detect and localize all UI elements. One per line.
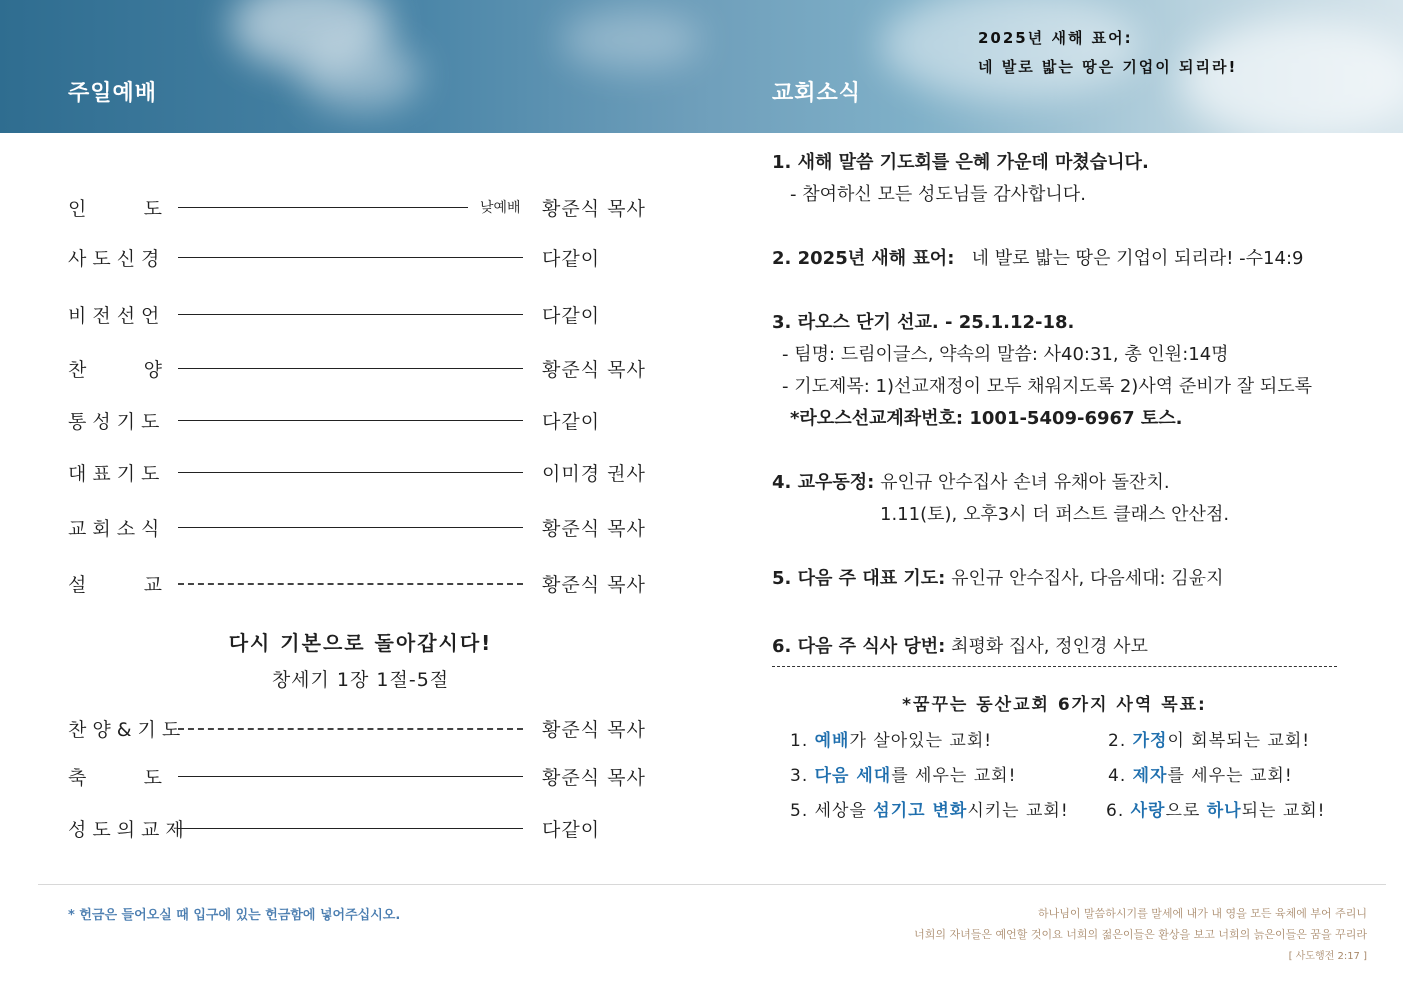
order-item-leader: 이미경 권사 bbox=[542, 463, 646, 485]
worship-order-row bbox=[68, 244, 653, 274]
order-item-label: 비전선언 bbox=[68, 305, 166, 327]
news-item-3-team: - 팀명: 드림이글스, 약속의 말씀: 사40:31, 총 인원:14명 bbox=[782, 344, 1229, 365]
offering-note: * 헌금은 들어오실 때 입구에 있는 헌금함에 넣어주십시오. bbox=[68, 908, 401, 923]
goal-2: 2. 가정이 회복되는 교회! bbox=[1108, 731, 1311, 751]
order-item-label: 대표기도 bbox=[68, 463, 166, 485]
order-item-subtitle: 낮예배 bbox=[480, 200, 521, 216]
order-item-label: 설 교 bbox=[68, 574, 162, 596]
order-item-leader: 다같이 bbox=[542, 248, 601, 270]
motto-line-2: 네 발로 밟는 땅은 기업이 되리라! bbox=[978, 58, 1238, 76]
verse-line-1: 하나님이 말씀하시기를 말세에 내가 내 영을 모든 육체에 부어 주리니 bbox=[1038, 907, 1367, 920]
worship-order-row bbox=[68, 459, 653, 489]
news-item-1-sub: - 참여하신 모든 성도님들 감사합니다. bbox=[790, 184, 1086, 205]
header-banner bbox=[0, 0, 1403, 133]
news-item-3-title: 3. 라오스 단기 선교. - 25.1.12-18. bbox=[772, 312, 1075, 333]
order-item-leader: 다같이 bbox=[542, 819, 601, 841]
news-item-1-title: 1. 새해 말씀 기도회를 은혜 가운데 마쳤습니다. bbox=[772, 152, 1149, 173]
order-item-label: 성도의교제 bbox=[68, 819, 190, 841]
worship-order-row bbox=[68, 194, 653, 224]
order-item-leader: 황준식 목사 bbox=[542, 574, 646, 596]
goal-5: 5. 세상을 섬기고 변화시키는 교회! bbox=[790, 801, 1069, 821]
order-item-label: 통성기도 bbox=[68, 411, 166, 433]
news-section-title: 교회소식 bbox=[772, 81, 862, 106]
worship-order-row bbox=[68, 570, 653, 600]
news-item-6: 6. 다음 주 식사 당번: 최평화 집사, 정인경 사모 bbox=[772, 636, 1148, 657]
news-item-3-prayer: - 기도제목: 1)선교재정이 모두 채워지도록 2)사역 준비가 잘 되도록 bbox=[782, 376, 1312, 397]
order-leader-line bbox=[178, 368, 523, 369]
order-item-leader: 다같이 bbox=[542, 305, 601, 327]
sermon-scripture: 창세기 1장 1절-5절 bbox=[271, 669, 450, 691]
worship-order-row bbox=[68, 763, 653, 793]
order-leader-line bbox=[178, 583, 523, 585]
verse-reference: [ 사도행전 2:17 ] bbox=[1288, 951, 1367, 962]
order-item-leader: 황준식 목사 bbox=[542, 719, 646, 741]
worship-order-row bbox=[68, 815, 653, 845]
order-item-leader: 황준식 목사 bbox=[542, 359, 646, 381]
sermon-title: 다시 기본으로 돌아갑시다! bbox=[228, 631, 493, 655]
goal-1: 1. 예배가 살아있는 교회! bbox=[790, 731, 993, 751]
footer-divider bbox=[38, 884, 1386, 885]
order-leader-line bbox=[178, 776, 523, 777]
order-leader-line bbox=[178, 472, 523, 473]
goal-6: 6. 사랑으로 하나되는 교회! bbox=[1106, 801, 1326, 821]
order-leader-line bbox=[178, 257, 523, 258]
motto-line-1: 2025년 새해 표어: bbox=[978, 29, 1133, 47]
verse-line-2: 너희의 자녀들은 예언할 것이요 너희의 젊은이들은 환상을 보고 너희의 늙은이들은 꿈을 꾸리라 bbox=[914, 928, 1367, 941]
order-leader-line bbox=[178, 527, 523, 528]
order-item-label: 찬양&기도 bbox=[68, 719, 187, 741]
worship-order-row bbox=[68, 355, 653, 385]
news-item-5: 5. 다음 주 대표 기도: 유인규 안수집사, 다음세대: 김윤지 bbox=[772, 568, 1224, 589]
worship-order-row bbox=[68, 715, 653, 745]
order-item-leader: 황준식 목사 bbox=[542, 767, 646, 789]
order-item-label: 축 도 bbox=[68, 767, 162, 789]
order-leader-line bbox=[178, 207, 468, 208]
order-item-leader: 황준식 목사 bbox=[542, 518, 646, 540]
order-item-label: 찬 양 bbox=[68, 359, 162, 381]
news-divider bbox=[772, 666, 1337, 667]
order-leader-line bbox=[178, 314, 523, 315]
order-leader-line bbox=[178, 828, 523, 829]
worship-order-row bbox=[68, 407, 653, 437]
order-item-label: 교회소식 bbox=[68, 518, 166, 540]
order-item-leader: 황준식 목사 bbox=[542, 198, 646, 220]
order-leader-line bbox=[178, 728, 523, 730]
order-leader-line bbox=[178, 420, 523, 421]
goal-3: 3. 다음 세대를 세우는 교회! bbox=[790, 766, 1017, 786]
goals-title: *꿈꾸는 동산교회 6가지 사역 목표: bbox=[902, 695, 1207, 715]
order-item-leader: 다같이 bbox=[542, 411, 601, 433]
news-item-4-sub: 1.11(토), 오후3시 더 퍼스트 클래스 안산점. bbox=[880, 504, 1230, 525]
worship-section-title: 주일예배 bbox=[68, 81, 158, 106]
worship-order-row bbox=[68, 301, 653, 331]
news-item-3-account: *라오스선교계좌번호: 1001-5409-6967 토스. bbox=[790, 408, 1183, 429]
news-item-4: 4. 교우동정: 유인규 안수집사 손녀 유채아 돌잔치. bbox=[772, 472, 1170, 493]
order-item-label: 인 도 bbox=[68, 198, 162, 220]
worship-order-row bbox=[68, 514, 653, 544]
goal-4: 4. 제자를 세우는 교회! bbox=[1108, 766, 1293, 786]
order-item-label: 사도신경 bbox=[68, 248, 166, 270]
news-item-2: 2. 2025년 새해 표어: 네 발로 밟는 땅은 기업이 되리라! -수14:9 bbox=[772, 248, 1304, 269]
